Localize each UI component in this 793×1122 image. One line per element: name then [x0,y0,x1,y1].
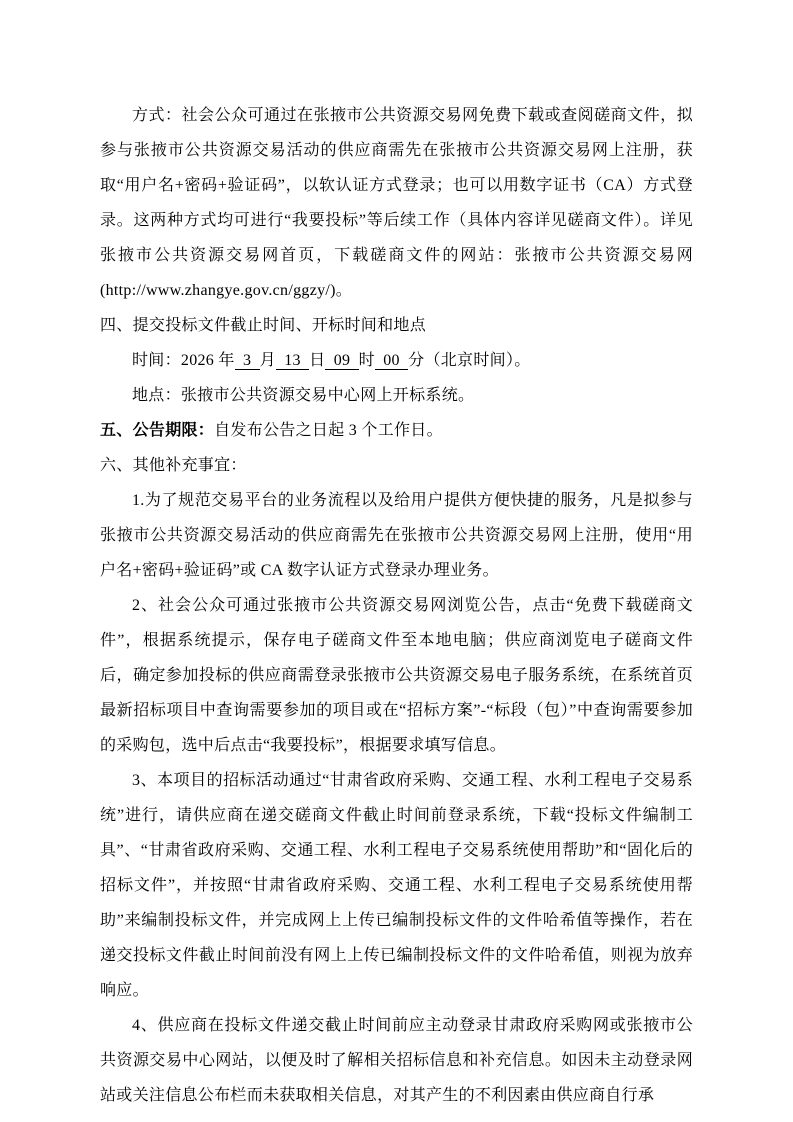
deadline-prefix: 时间：2026 年 [132,352,235,369]
section4-heading: 四、提交投标文件截止时间、开标时间和地点 [100,317,427,334]
deadline-minute-value: 00 [375,352,408,370]
deadline-day-label: 日 [309,352,326,369]
deadline-month-label: 月 [259,352,276,369]
website-url: (http://www.zhangye.gov.cn/ggzy/) [100,282,336,299]
supplement-item-4: 4、供应商在投标文件递交截止时间前应主动登录甘肃政府采购网或张掖市公共资源交易中心网站，以便及时了解相关招标信息和补充信息。如因未主动登录网站或关注信息公布栏而未获取相关信息，对其产生的不利因素由供应商自行承 [100,1017,693,1104]
section5-heading: 五、公告期限： [100,422,215,439]
supplement-item-2: 2、社会公众可通过张掖市公共资源交易网浏览公告，点击“免费下载磋商文件”，根据系统提示，保存电子磋商文件至本地电脑；供应商浏览电子磋商文件后，确定参加投标的供应商需登录张掖市公共资源交易电子服务系统，在系统首页最新招标项目中查询需要参加的项目或在“招标方案”-“标段（包）”中查询需要参加的采购包，选中后点击“我要投标”，根据要求填写信息。 [100,597,693,754]
announcement-period-text: 自发布公告之日起 3 个工作日。 [214,422,443,439]
deadline-month-value: 3 [235,352,260,370]
deadline-suffix: 分（北京时间）。 [408,352,531,369]
method-text: 方式：社会公众可通过在张掖市公共资源交易网免费下载或查阅磋商文件，拟参与张掖市公共资源交易活动的供应商需先在张掖市公共资源交易网上注册，获取“用户名+密码+验证码”，以软认证方式登录；也可以用数字证书（CA）方式登录。这两种方式均可进行“我要投标”等后续工作（具体内容详见磋商文件）。详见张掖市公共资源交易网首页，下载磋商文件的网站：张掖市公共资源交易网 [100,107,693,264]
bid-location-line: 地点：张掖市公共资源交易中心网上开标系统。 [132,387,475,404]
section6-heading: 六、其他补充事宜： [100,457,247,474]
bid-deadline-line [100,343,693,378]
deadline-hour-label: 时 [358,352,375,369]
supplement-item-3: 3、本项目的招标活动通过“甘肃省政府采购、交通工程、水利工程电子交易系统”进行，请供应商在递交磋商文件截止时间前登录系统，下载“投标文件编制工具”、“甘肃省政府采购、交通工程、水利工程电子交易系统使用帮助”和“固化后的招标文件”，并按照“甘肃省政府采购、交通工程、水利工程电子交易系统使用帮助”来编制投标文件，并完成网上上传已编制投标文件的文件哈希值等操作，若在递交投标文件截止时间前没有网上上传已编制投标文件的文件哈希值，则视为放弃响应。 [100,772,693,999]
announcement-period-line [100,413,693,448]
method-period: 。 [335,282,353,299]
method-paragraph [100,98,693,308]
deadline-day-value: 13 [276,352,309,370]
deadline-hour-value: 09 [325,352,358,370]
supplement-item-1: 1.为了规范交易平台的业务流程以及给用户提供方便快捷的服务，凡是拟参与张掖市公共资源交易活动的供应商需先在张掖市公共资源交易网上注册，使用“用户名+密码+验证码”或 CA 数字认证方式登录办理业务。 [100,492,693,579]
